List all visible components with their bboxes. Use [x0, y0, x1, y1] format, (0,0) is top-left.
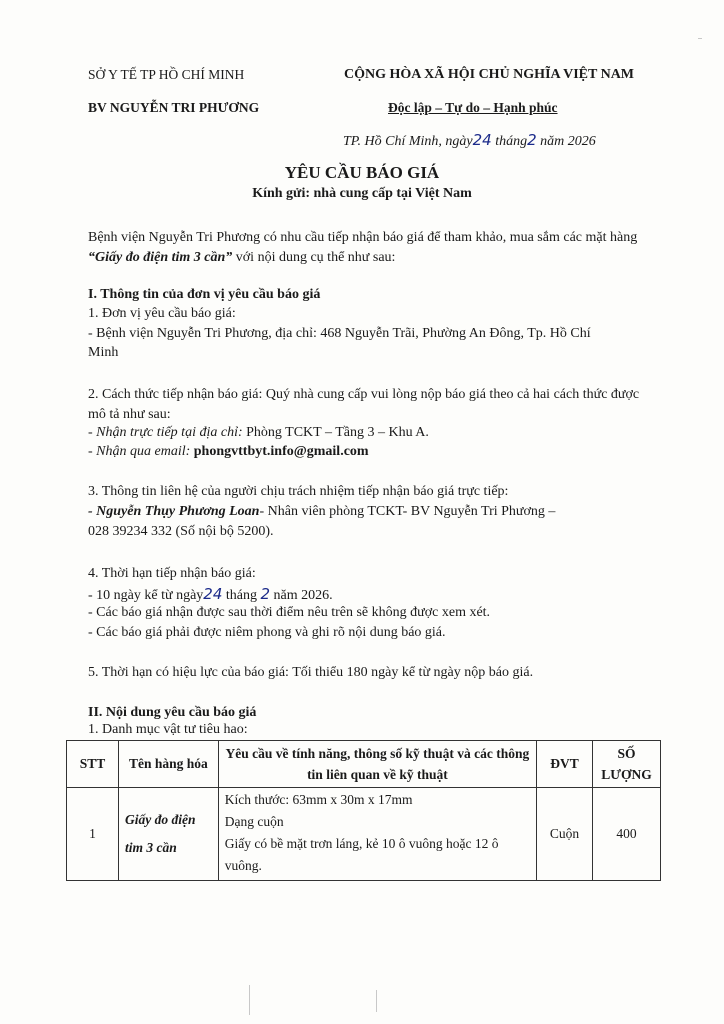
cell-item-name: Giấy đo điện tim 3 cần [118, 788, 218, 881]
date-prefix: TP. Hồ Chí Minh, ngày [343, 134, 473, 149]
s1-p3-rest: - Nhân viên phòng TCKT- BV Nguyễn Tri Phương – [259, 504, 556, 519]
hospital-name: BV NGUYỄN TRI PHƯƠNG [88, 100, 260, 115]
col-header-qty: SỐ LƯỢNG [592, 741, 660, 788]
cell-qty: 400 [592, 788, 660, 881]
date-suffix: năm 2026 [540, 134, 596, 149]
intro-paragraph [88, 228, 648, 268]
col-header-unit: ĐVT [537, 741, 593, 788]
s1-p4-day-handwritten: 24 [203, 585, 223, 603]
s1-p2-direct [88, 425, 429, 441]
date-line [343, 131, 596, 150]
department-name: SỞ Y TẾ TP HỒ CHÍ MINH [88, 67, 245, 82]
national-motto: Độc lập – Tự do – Hạnh phúc [388, 100, 558, 115]
s1-p3-contact [88, 504, 555, 520]
s1-p3-label: 3. Thông tin liên hệ của người chịu trách nhiệm tiếp nhận báo giá trực tiếp: [88, 484, 509, 499]
date-day-handwritten: 24 [472, 131, 492, 149]
s1-p1-label: 1. Đơn vị yêu cầu báo giá: [88, 306, 236, 321]
s1-p4-line1 [88, 585, 333, 604]
national-title: CỘNG HÒA XÃ HỘI CHỦ NGHĨA VIỆT NAM [344, 67, 635, 82]
cell-stt: 1 [67, 788, 119, 881]
page-subtitle: Kính gửi: nhà cung cấp tại Việt Nam [252, 186, 472, 201]
s1-p5: 5. Thời hạn có hiệu lực của báo giá: Tối thiểu 180 ngày kể từ ngày nộp báo giá. [88, 665, 534, 680]
col-header-name: Tên hàng hóa [118, 741, 218, 788]
s1-p2-email [88, 444, 369, 460]
supplies-table [66, 740, 661, 881]
date-month-handwritten: 2 [527, 131, 537, 149]
cell-spec [218, 788, 536, 881]
s1-p4-month-handwritten: 2 [260, 585, 271, 603]
spec-surface: Giấy có bề mặt trơn láng, kẻ 10 ô vuông hoặc 12 ô vuông. [224, 836, 499, 873]
s1-p4-month-label: tháng [222, 588, 261, 603]
s1-p4-prefix: - 10 ngày kể từ ngày [88, 588, 204, 603]
s1-p2-email-value: phongvttbyt.info@gmail.com [190, 444, 369, 459]
page-title: YÊU CẦU BÁO GIÁ [284, 163, 440, 182]
s1-p4-year: năm 2026. [270, 588, 333, 603]
s1-p2-email-label: - Nhận qua email: [88, 444, 191, 459]
col-header-stt: STT [67, 741, 119, 788]
date-month-label: tháng [495, 134, 528, 149]
s1-p3-name: - Nguyễn Thụy Phương Loan [88, 504, 260, 519]
scan-mark [376, 990, 377, 1012]
s1-p2-text: 2. Cách thức tiếp nhận báo giá: Quý nhà cung cấp vui lòng nộp báo giá theo cả hai cách thức được mô tả như sau: [88, 387, 640, 422]
spec-form: Dạng cuộn [224, 814, 284, 829]
s1-p2-direct-label: - Nhận trực tiếp tại địa chỉ: [88, 425, 243, 440]
col-header-spec: Yêu cầu về tính năng, thông số kỹ thuật và các thông tin liên quan về kỹ thuật [218, 741, 536, 788]
s1-p3-phone: 028 39234 332 (Số nội bộ 5200). [88, 524, 274, 539]
cell-unit: Cuộn [537, 788, 593, 881]
table-row [67, 788, 661, 881]
intro-text: Bệnh viện Nguyễn Tri Phương có nhu cầu tiếp nhận báo giá để tham khảo, mua sắm các mặt hàng [88, 230, 638, 245]
s1-p1-line1: - Bệnh viện Nguyễn Tri Phương, địa chỉ: 468 Nguyễn Trãi, Phường An Đông, Tp. Hồ Chí [88, 326, 591, 341]
intro-text-end: với nội dung cụ thể như sau: [232, 250, 396, 265]
s1-p4-label: 4. Thời hạn tiếp nhận báo giá: [88, 566, 256, 581]
spec-size: Kích thước: 63mm x 30m x 17mm [224, 792, 413, 807]
s2-list-label: 1. Danh mục vật tư tiêu hao: [88, 722, 248, 737]
intro-item-name: “Giấy đo điện tim 3 cần” [88, 250, 233, 265]
s1-p1-line2: Minh [88, 345, 119, 360]
scan-mark [249, 985, 250, 1015]
s1-p2-direct-value: Phòng TCKT – Tầng 3 – Khu A. [242, 425, 429, 440]
s1-p4-line2: - Các báo giá nhận được sau thời điểm nêu trên sẽ không được xem xét. [88, 605, 491, 620]
scan-mark [698, 38, 702, 39]
s1-p4-line3: - Các báo giá phải được niêm phong và ghi rõ nội dung báo giá. [88, 625, 446, 640]
table-header-row [67, 741, 661, 788]
section-2-heading: II. Nội dung yêu cầu báo giá [88, 705, 257, 720]
section-1-heading: I. Thông tin của đơn vị yêu cầu báo giá [88, 287, 321, 302]
